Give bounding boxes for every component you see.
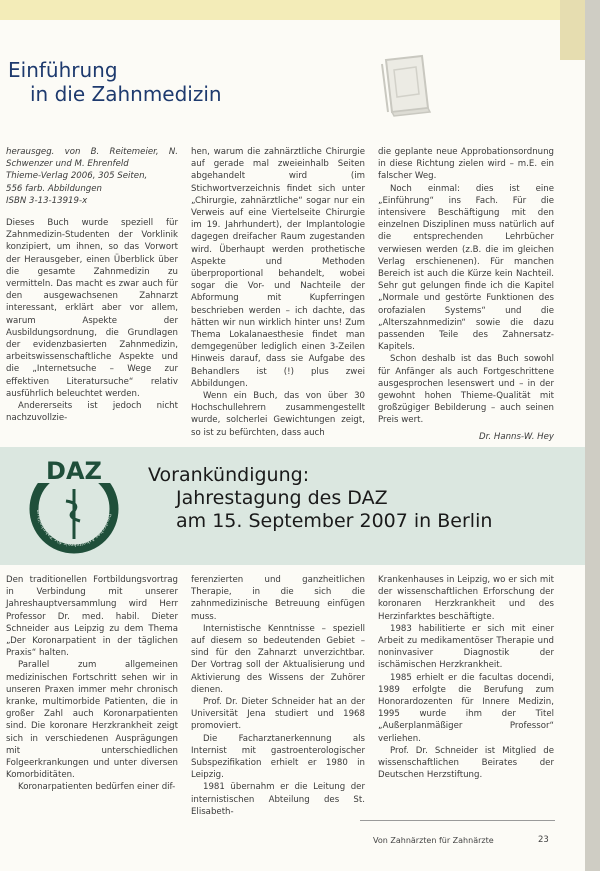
announcement-paragraph: 1981 übernahm er die Leitung der internistischen Abteilung des St. Elisabeth- (191, 782, 365, 817)
review-paragraph: Dieses Buch wurde speziell für Zahnmedizin-Studenten der Vorklinik konzipiert, um ihnen, so das Vorwort der Herausgeber, einen Überblick über die gesamte Zahnmedizin zu vermitteln. Das macht es zwar auch für den ausgewachsenen Zahnarzt interessant, erklärt aber vor allem, warum Aspekte der Ausbildungsordnung, die Grundlagen der evidenzbasierten Zahnmedizin, arbeitswissenschaftliche Aspekte und die „Internetsuche – Wege zur effektiven Literatursuche“ relativ ausführlich beleuchtet werden. (6, 218, 178, 399)
review-paragraph: Wenn ein Buch, das von über 30 Hochschullehrern zusammengestellt wurde, solcherlei Gewichtungen zeigt, so ist zu befürchten, dass auch (191, 391, 365, 438)
corner-color-block (560, 0, 585, 60)
book-metadata (6, 146, 178, 207)
review-title-line1: Einführung (8, 58, 118, 82)
review-paragraph: hen, warum die zahnärztliche Chirurgie auf gerade mal zweieinhalb Seiten abgehandelt wird (im Stichwortverzeichnis findet sich unter „Chirurgie, zahnärztliche“ sogar nur ein Verweis auf eine Viertelseite Chirurgie im 19. Jahrhundert), der Implantologie dagegen dreifacher Raum zugestanden wird. Überhaupt werden prothetische Aspekte und Methoden überproportional behandelt, wobei sogar die Vor- und Nachteile der Abformung mit Kupferringen beschrieben werden – ich dachte, das hätten wir nun wirklich hinter uns! Zum Thema Lokalanaesthesie findet man demgegenüber lediglich einen 3-Zeilen Hinweis darauf, dass sie Aufgabe des Behandlers ist (!) plus zwei Abbildungen. (191, 147, 365, 389)
book-editors: herausgeg. von B. Reitemeier, N. Schwenzer und M. Ehrenfeld (6, 147, 178, 170)
book-illustrations: 556 farb. Abbildungen (6, 183, 102, 194)
review-paragraph: Noch einmal: dies ist eine „Einführung“ ins Fach. Für die intensivere Beschäftigung mit den einzelnen Disziplinen muss natürlich auf die entsprechenden Lehrbücher verwiesen werden (z.B. die im gleichen Verlag erschienenen). Für manchen Bereich ist auch die Kürze kein Nachteil. Sehr gut gelungen finde ich die Kapitel „Normale und gestörte Funktionen des orofazialen Systems“ und die „Alterszahnmedizin“ sowie die dazu passenden Teile des Zahnersatz-Kapitels. (378, 183, 554, 353)
announcement-line3: am 15. September 2007 in Berlin (176, 510, 493, 532)
announcement-paragraph: 1983 habilitierte er sich mit einer Arbeit zu medikamentöser Therapie und noninvasiver Diagnostik der ischämischen Herzkrankheit. (378, 623, 554, 671)
footer-slogan: Von Zahnärzten für Zahnärzte (373, 836, 494, 845)
review-paragraph: die geplante neue Approbationsordnung in diese Richtung zielen wird – m.E. ein falscher Weg. (378, 147, 554, 182)
review-title-line2: in die Zahnmedizin (30, 82, 222, 106)
announcement-column-2 (191, 574, 365, 818)
review-column-1 (6, 146, 178, 424)
announcement-heading (148, 464, 492, 533)
page-edge-shadow (585, 0, 600, 871)
logo-ring-text: Deutscher Arbeitskreis für Zahnheilkun (35, 509, 112, 548)
announcement-column-3 (378, 574, 554, 781)
announcement-column-1 (6, 574, 178, 794)
top-color-band (0, 0, 560, 20)
announcement-paragraph: Koronarpatienten bedürfen einer dif- (18, 782, 176, 793)
book-isbn: ISBN 3-13-13919-x (6, 195, 88, 206)
announcement-paragraph: Internistische Kenntnisse – speziell auf diesem so bedeutenden Gebiet – sind für den Zahnarzt unverzichtbar. Der Vortrag soll der Aktualisierung und Aktivierung des Wissens der Zuhörer dienen. (191, 623, 365, 695)
announcement-paragraph: Den traditionellen Fortbildungsvortrag in Verbindung mit unserer Jahreshauptversammlung wird Herr Professor Dr. med. habil. Dieter Schneider aus Leipzig zu dem Thema „Der Koronarpatient in der täglichen Praxis“ halten. (6, 575, 178, 659)
announcement-paragraph: Prof. Dr. Schneider ist Mitglied de wissenschaftlichen Beirates der Deutschen Herzstiftung. (378, 745, 554, 781)
announcement-paragraph: Die Facharztanerkennung als Internist mit gastroenterologischer Subspezifikation erhielt er 1980 in Leipzig. (191, 733, 365, 781)
daz-logo (20, 455, 128, 563)
announcement-paragraph: Krankenhauses in Leipzig, wo er sich mit der wissenschaftlichen Erforschung der koronaren Herzkrankheit und des Herzinfarktes beschäftigte. (378, 575, 554, 622)
announcement-line2: Jahrestagung des DAZ (176, 487, 388, 509)
review-column-3 (378, 146, 554, 443)
book-publisher: Thieme-Verlag 2006, 305 Seiten, (6, 171, 148, 182)
announcement-paragraph: Parallel zum allgemeinen medizinischen Fortschritt sehen wir in unseren Praxen immer mehr chronisch kranke, multimorbide Patienten, die in großer Zahl auch Koronarpatienten sind. Die koronare Herzkrankheit zeigt sich in verschiedenen Ausprägungen mit unterschiedlichen Folgeerkrankungen und unter diversen Komorbiditäten. (6, 660, 178, 781)
review-paragraph: Andererseits ist jedoch nicht nachzuvollzie- (6, 401, 178, 424)
announcement-paragraph: 1985 erhielt er die facultas docendi, 1989 erfolgte die Berufung zum Honorardozenten für Innere Medizin, 1995 wurde ihm der Titel „Außerplanmäßiger Professor“ verliehen. (378, 672, 554, 744)
footer-rule (360, 820, 555, 821)
review-column-2 (191, 146, 365, 439)
logo-daz-text: DAZ (46, 457, 102, 485)
review-paragraph: Schon deshalb ist das Buch sowohl für Anfänger als auch Fortgeschrittene ausgesprochen lesenswert und – in der gewohnt hohen Thieme-Qualität mit großzügiger Bebilderung – auch seinen Preis wert. (378, 354, 554, 426)
review-signature: Dr. Hanns-W. Hey (479, 431, 554, 442)
announcement-paragraph: Prof. Dr. Dieter Schneider hat an der Universität Jena studiert und 1968 promoviert. (191, 697, 365, 732)
review-title (8, 58, 222, 106)
book-icon (372, 50, 442, 120)
announcement-paragraph: ferenzierten und ganzheitlichen Therapie, in die sich die zahnmedizinische Betreuung einfügen muss. (191, 575, 365, 622)
page-number: 23 (538, 835, 549, 845)
announcement-line1: Vorankündigung: (148, 464, 310, 486)
